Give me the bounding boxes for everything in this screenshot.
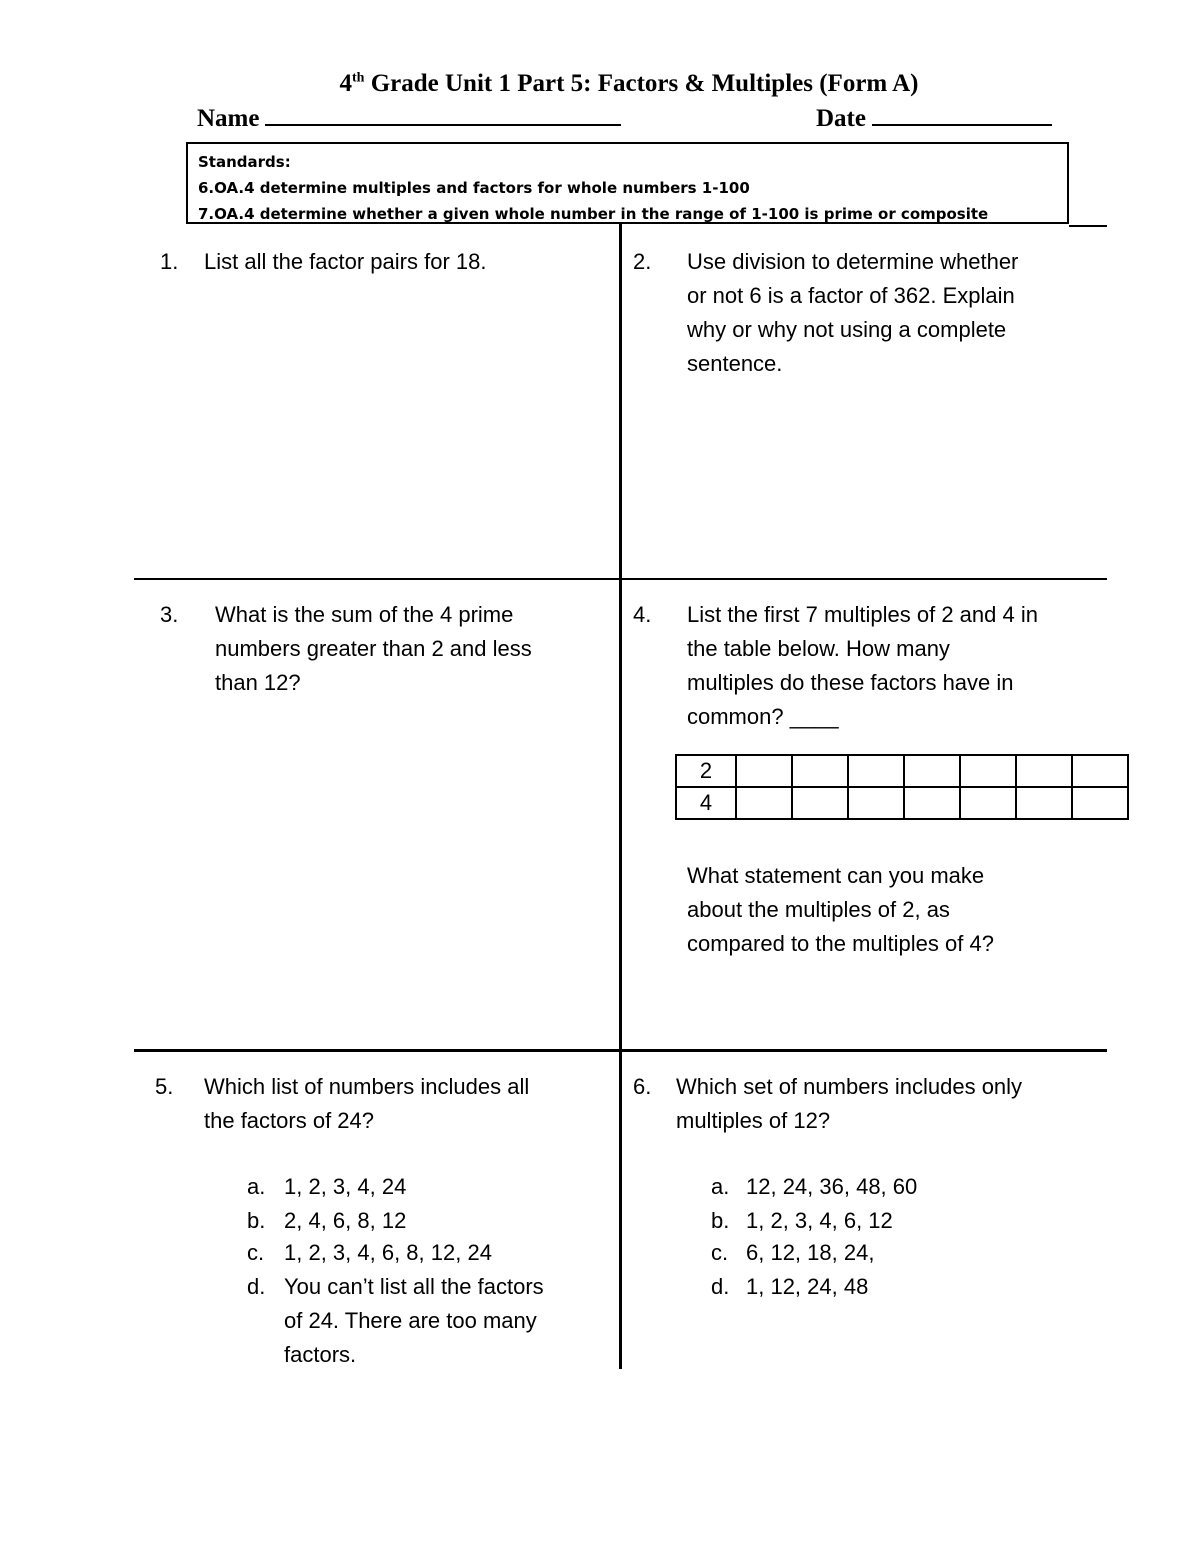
answer-cell[interactable] bbox=[792, 787, 848, 819]
question-number: 6. bbox=[633, 1074, 652, 1099]
answer-cell[interactable] bbox=[904, 787, 960, 819]
option-text: 6, 12, 18, 24, bbox=[746, 1240, 875, 1265]
option-text: 1, 12, 24, 48 bbox=[746, 1274, 869, 1299]
name-blank bbox=[265, 102, 621, 126]
question-text: sentence. bbox=[687, 351, 783, 376]
date-blank bbox=[872, 102, 1052, 126]
option-letter: a. bbox=[247, 1174, 266, 1199]
option-text: 1, 2, 3, 4, 6, 8, 12, 24 bbox=[284, 1240, 492, 1265]
row-header: 4 bbox=[676, 787, 736, 819]
option-text: 1, 2, 3, 4, 6, 12 bbox=[746, 1208, 893, 1233]
answer-cell[interactable] bbox=[1016, 755, 1072, 787]
answer-cell[interactable] bbox=[1072, 755, 1128, 787]
table-row bbox=[676, 755, 1128, 787]
question-text: multiples do these factors have in bbox=[687, 670, 1014, 695]
question-text: or not 6 is a factor of 362. Explain bbox=[687, 283, 1015, 308]
question-text: why or why not using a complete bbox=[687, 317, 1007, 342]
answer-cell[interactable] bbox=[960, 755, 1016, 787]
question-text: numbers greater than 2 and less bbox=[215, 636, 532, 661]
answer-cell[interactable] bbox=[736, 755, 792, 787]
question-number: 2. bbox=[633, 249, 652, 274]
grid-divider bbox=[619, 224, 622, 1369]
answer-cell[interactable] bbox=[904, 755, 960, 787]
name-field bbox=[197, 102, 621, 133]
question-number: 4. bbox=[633, 602, 652, 627]
option-letter: d. bbox=[711, 1274, 730, 1299]
option-letter: b. bbox=[247, 1208, 266, 1233]
question-text: Which list of numbers includes all bbox=[204, 1074, 530, 1099]
question-text: the factors of 24? bbox=[204, 1108, 374, 1133]
option-text: You can’t list all the factors bbox=[284, 1274, 544, 1299]
question-text: compared to the multiples of 4? bbox=[687, 931, 994, 956]
question-text: List all the factor pairs for 18. bbox=[204, 249, 487, 274]
date-label: Date bbox=[816, 105, 866, 132]
question-number: 5. bbox=[155, 1074, 174, 1099]
answer-cell[interactable] bbox=[736, 787, 792, 819]
standards-box bbox=[186, 142, 1069, 224]
question-text: than 12? bbox=[215, 670, 301, 695]
answer-cell[interactable] bbox=[848, 755, 904, 787]
option-text: 1, 2, 3, 4, 24 bbox=[284, 1174, 407, 1199]
question-text: What statement can you make bbox=[687, 863, 985, 888]
option-letter: c. bbox=[247, 1240, 265, 1265]
page-title: 4th Grade Unit 1 Part 5: Factors & Multiples (Form A) bbox=[339, 70, 919, 97]
option-text: 2, 4, 6, 8, 12 bbox=[284, 1208, 407, 1233]
option-letter: b. bbox=[711, 1208, 730, 1233]
standards-label: Standards: bbox=[198, 153, 291, 171]
question-text: Which set of numbers includes only bbox=[676, 1074, 1023, 1099]
question-text: Use division to determine whether bbox=[687, 249, 1019, 274]
row-header: 2 bbox=[676, 755, 736, 787]
question-text: about the multiples of 2, as bbox=[687, 897, 950, 922]
answer-cell[interactable] bbox=[960, 787, 1016, 819]
answer-cell[interactable] bbox=[792, 755, 848, 787]
standard-line: 7.OA.4 determine whether a given whole number in the range of 1-100 is prime or composite bbox=[198, 205, 989, 223]
grid-divider bbox=[134, 1049, 1107, 1052]
question-text: What is the sum of the 4 prime bbox=[215, 602, 514, 627]
option-letter: d. bbox=[247, 1274, 266, 1299]
answer-cell[interactable] bbox=[1016, 787, 1072, 819]
multiples-table bbox=[675, 754, 1129, 820]
name-label: Name bbox=[197, 105, 260, 132]
option-letter: c. bbox=[711, 1240, 729, 1265]
question-text: multiples of 12? bbox=[676, 1108, 831, 1133]
answer-cell[interactable] bbox=[1072, 787, 1128, 819]
option-text: factors. bbox=[284, 1342, 357, 1367]
answer-cell[interactable] bbox=[848, 787, 904, 819]
question-text: common? ____ bbox=[687, 704, 839, 729]
grid-divider bbox=[134, 578, 1107, 580]
question-number: 3. bbox=[160, 602, 179, 627]
option-letter: a. bbox=[711, 1174, 730, 1199]
date-field bbox=[816, 102, 1052, 133]
option-text: of 24. There are too many bbox=[284, 1308, 537, 1333]
standard-line: 6.OA.4 determine multiples and factors for whole numbers 1-100 bbox=[198, 179, 750, 197]
question-text: List the first 7 multiples of 2 and 4 in bbox=[687, 602, 1038, 627]
grid-divider bbox=[1069, 225, 1107, 227]
question-number: 1. bbox=[160, 249, 179, 274]
question-text: the table below. How many bbox=[687, 636, 950, 661]
question-4-followup bbox=[687, 859, 1107, 961]
option-text: 12, 24, 36, 48, 60 bbox=[746, 1174, 918, 1199]
table-row bbox=[676, 787, 1128, 819]
